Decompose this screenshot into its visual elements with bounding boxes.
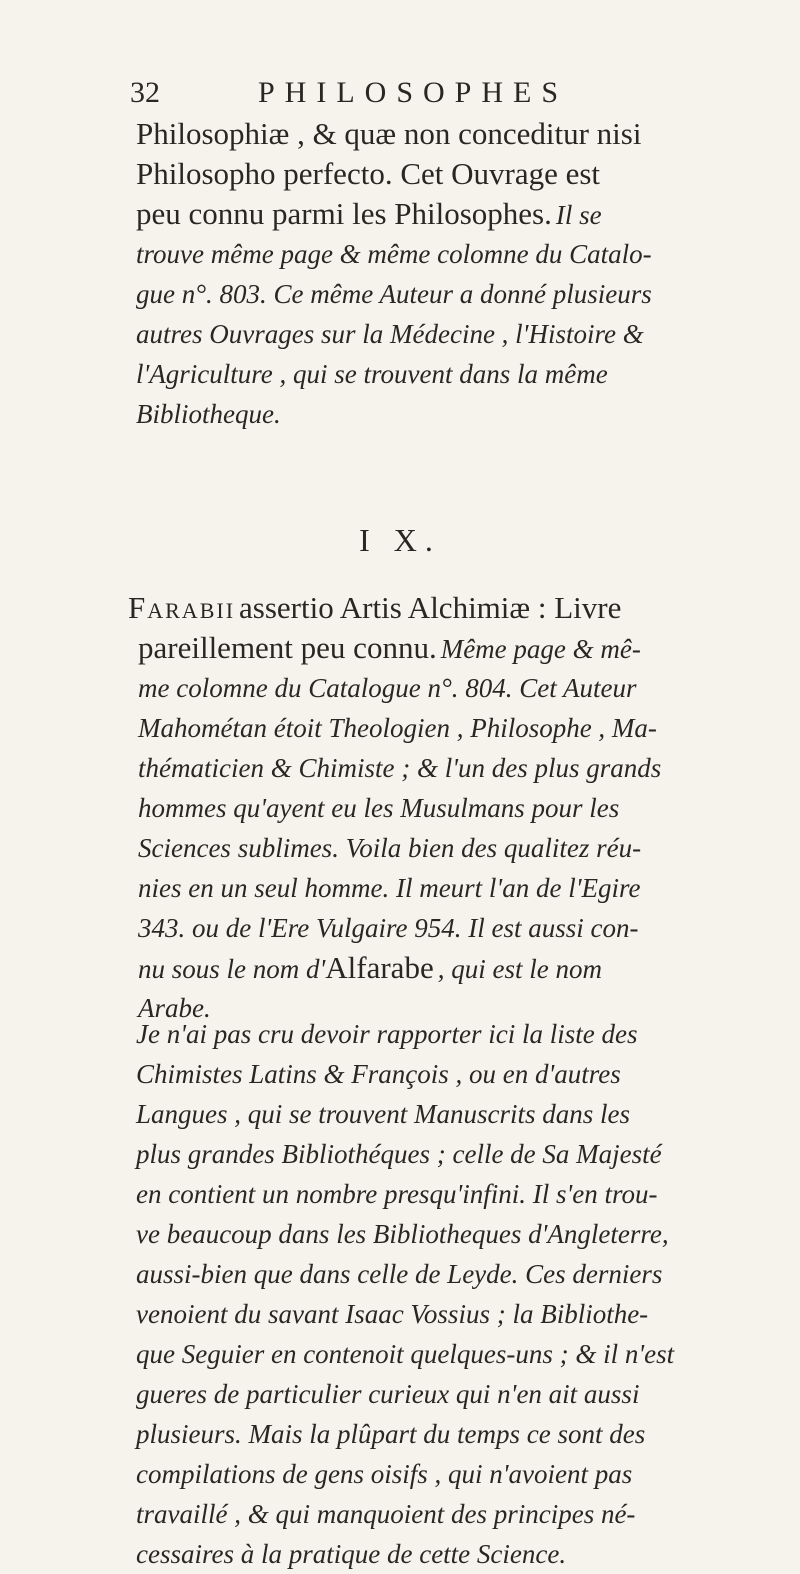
text-line: venoient du savant Isaac Vossius ; la Bibliothe- [136, 1299, 649, 1329]
text-line: Chimistes Latins & François , ou en d'autres [136, 1059, 621, 1089]
text-line: nies en un seul homme. Il meurt l'an de l'Egire [138, 873, 641, 903]
text-line: Philosopho perfecto. Cet Ouvrage est [136, 156, 601, 191]
text-line: plus grandes Bibliothéques ; celle de Sa Majesté [136, 1139, 662, 1169]
paragraph-philosophiae [136, 114, 716, 434]
page-number: 32 [130, 76, 160, 109]
text-line [136, 194, 716, 234]
text-line: Bibliotheque. [136, 399, 281, 429]
text-line: plusieurs. Mais la plûpart du temps ce sont des [136, 1419, 646, 1449]
text-line: hommes qu'ayent eu les Musulmans pour les [138, 793, 620, 823]
text-line: Sciences sublimes. Voila bien des qualitez réu- [138, 833, 642, 863]
text-line: que Seguier en contenoit quelques-uns ; & il n'est [136, 1339, 675, 1369]
text-line-italic: Il se [555, 200, 602, 230]
text-line [128, 628, 718, 668]
text-line-italic: nu sous le nom d' [138, 954, 326, 984]
text-line: gue n°. 803. Ce même Auteur a donné plusieurs [136, 279, 652, 309]
paragraph-chimistes [136, 1014, 716, 1574]
section-number: I X. [359, 522, 441, 558]
text-line-italic: Même page & mê- [440, 634, 641, 664]
text-line-roman: pareillement peu connu. [138, 630, 437, 665]
text-line: compilations de gens oisifs , qui n'avoient pas [136, 1459, 633, 1489]
text-line: aussi-bien que dans celle de Leyde. Ces derniers [136, 1259, 663, 1289]
text-line: travaillé , & qui manquoient des principes né- [136, 1499, 636, 1529]
text-line: me colomne du Catalogue n°. 804. Cet Auteur [138, 673, 637, 703]
text-line: 343. ou de l'Ere Vulgaire 954. Il est aussi con- [138, 913, 639, 943]
text-line-italic: , qui est le nom [437, 954, 602, 984]
text-line: en contient un nombre presqu'infini. Il s'en trou- [136, 1179, 658, 1209]
text-line [128, 588, 718, 628]
text-line: Langues , qui se trouvent Manuscrits dans les [136, 1099, 630, 1129]
text-line-roman: assertio Artis Alchimiæ : Livre [239, 590, 622, 625]
text-line [128, 948, 718, 988]
text-line: Arabe. [138, 993, 211, 1023]
running-title: PHILOSOPHES [258, 76, 569, 109]
author-name: Farabii [128, 590, 236, 625]
text-line: Mahométan étoit Theologien , Philosophe , Ma- [138, 713, 657, 743]
name-alfarabe: Alfarabe [325, 950, 434, 985]
page-header [130, 76, 730, 116]
paragraph-farabii [128, 588, 718, 1028]
text-line: gueres de particulier curieux qui n'en ait aussi [136, 1379, 640, 1409]
text-line: ve beaucoup dans les Bibliotheques d'Angleterre, [136, 1219, 669, 1249]
text-line: thématicien & Chimiste ; & l'un des plus grands [138, 753, 662, 783]
text-line: autres Ouvrages sur la Médecine , l'Histoire & [136, 319, 644, 349]
text-line: cessaires à la pratique de cette Science. [136, 1539, 567, 1569]
text-line: Je n'ai pas cru devoir rapporter ici la liste des [136, 1019, 638, 1049]
text-line: l'Agriculture , qui se trouvent dans la même [136, 359, 608, 389]
text-line-roman: peu connu parmi les Philosophes. [136, 196, 552, 231]
text-line: trouve même page & même colomne du Catalo- [136, 239, 652, 269]
text-line: Philosophiæ , & quæ non conceditur nisi [136, 116, 642, 151]
